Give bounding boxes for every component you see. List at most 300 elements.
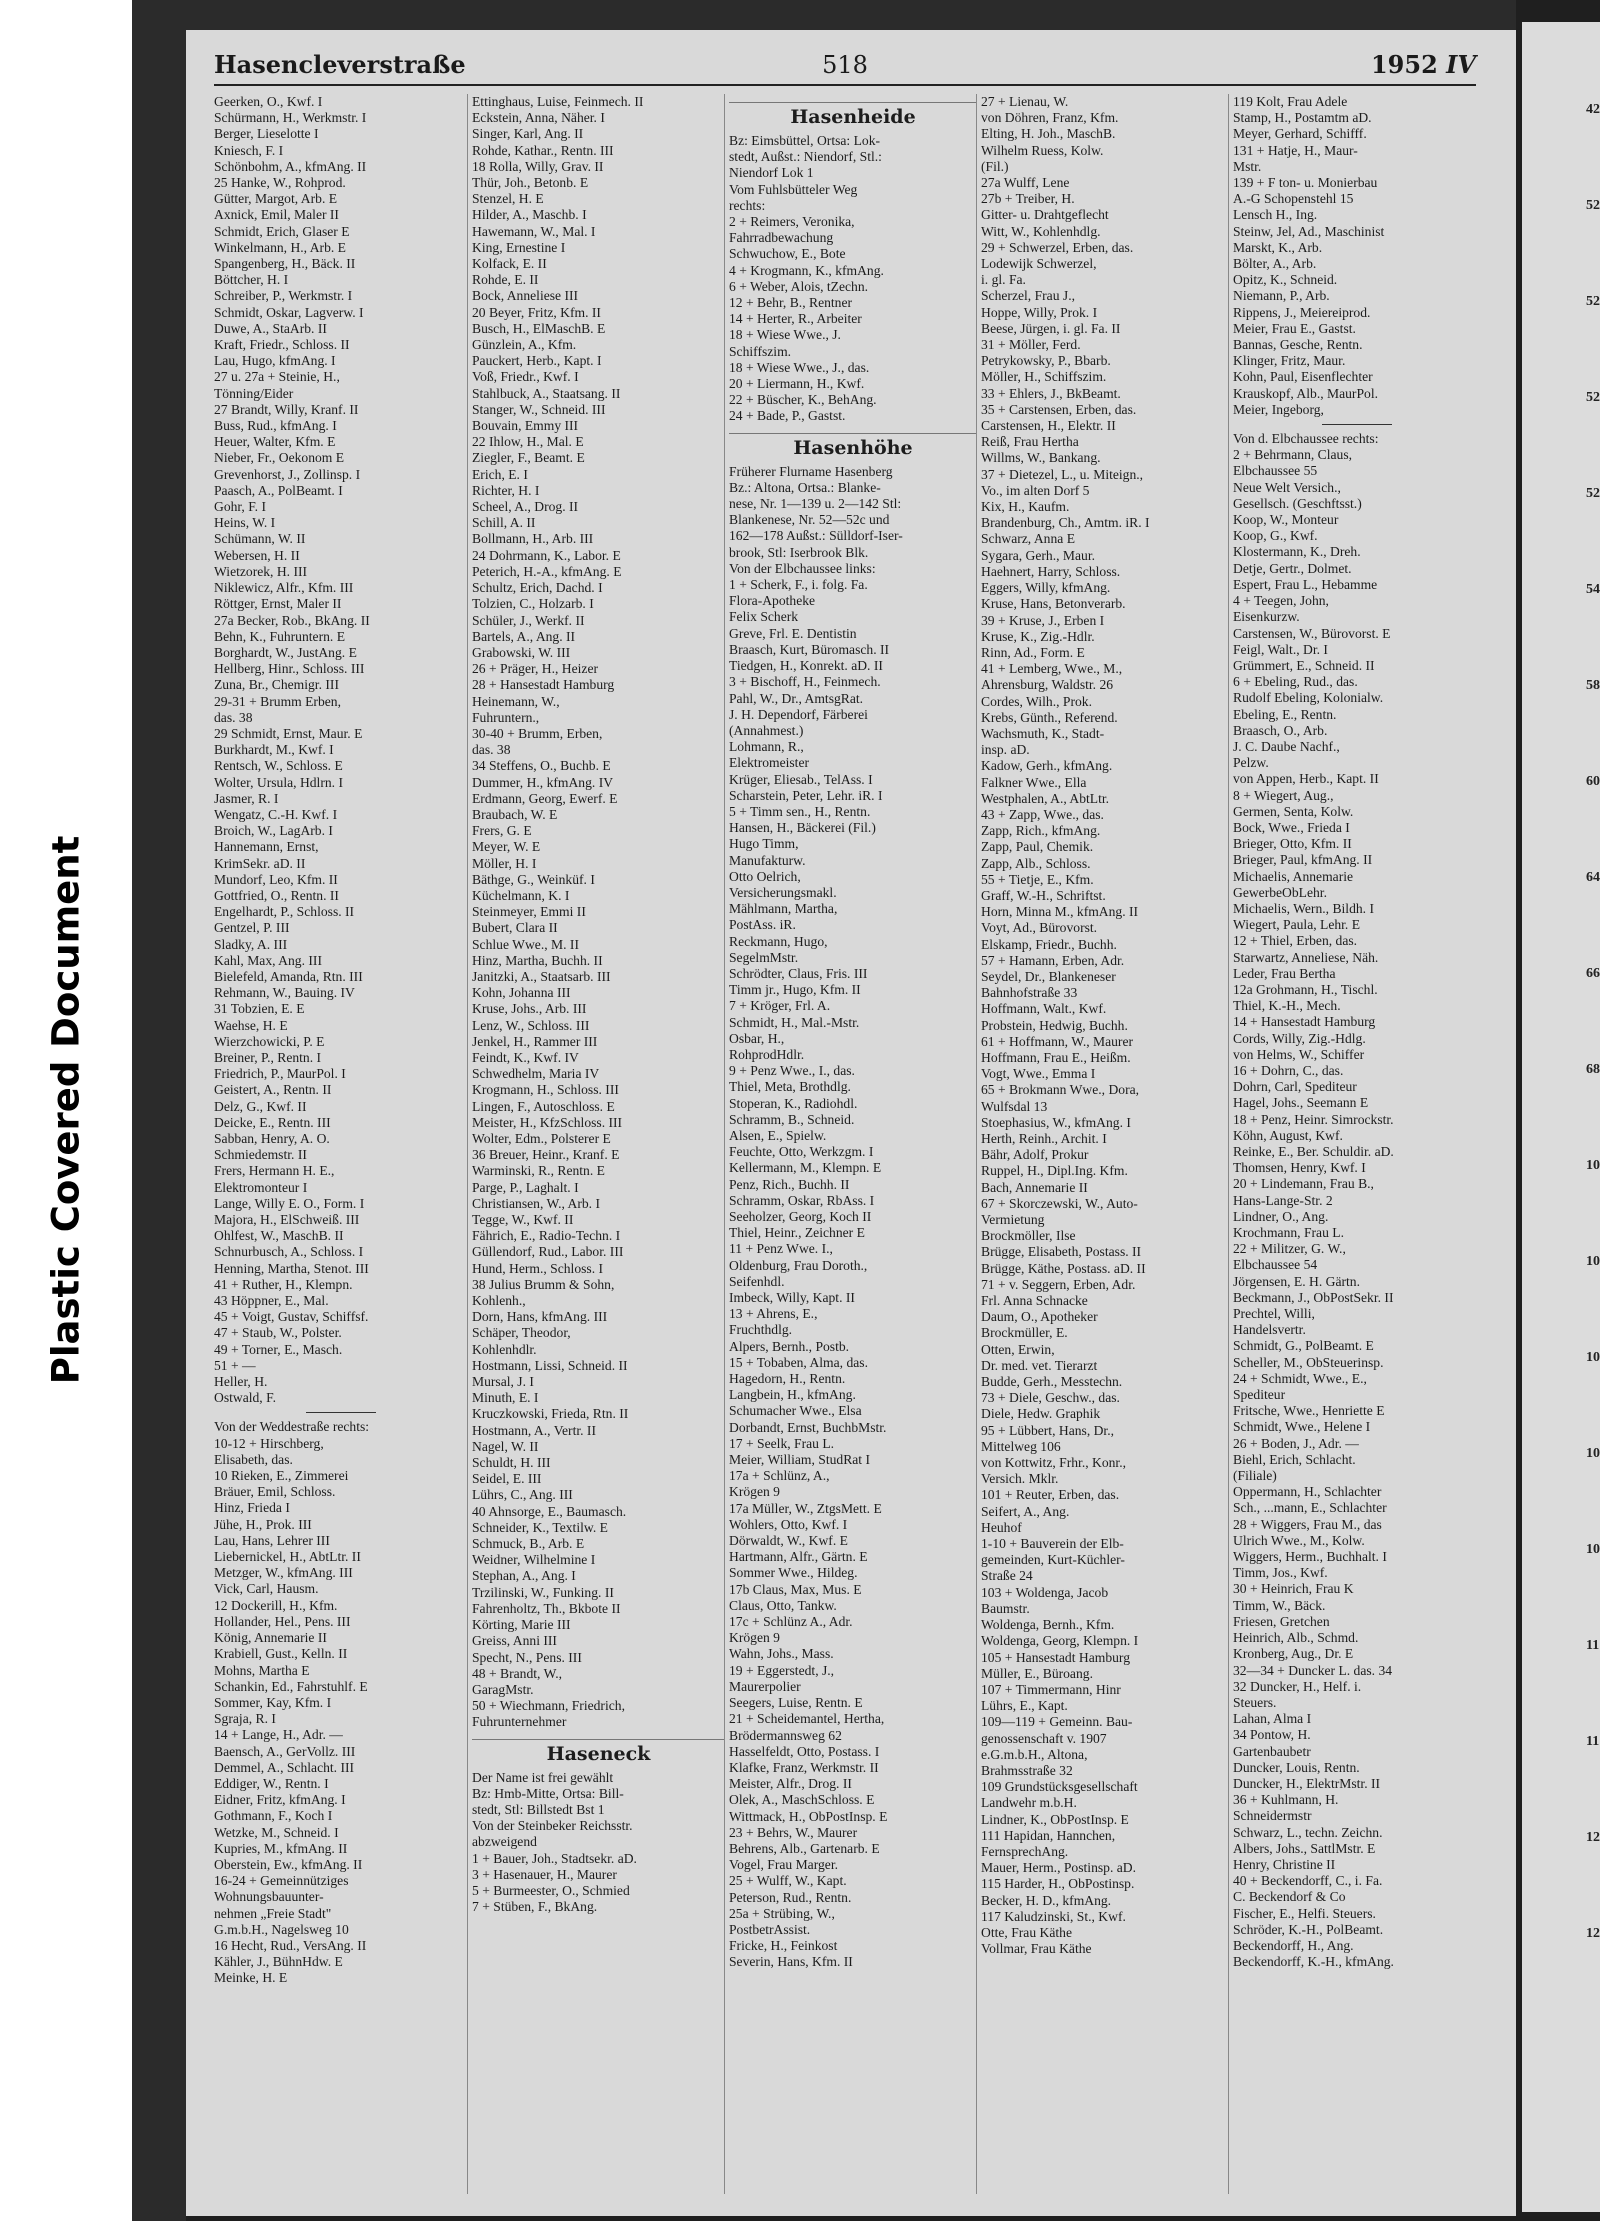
directory-entry: GewerbeObLehr. [1233, 884, 1327, 900]
directory-entry: 10 Rieken, E., Zimmerei [214, 1468, 349, 1484]
directory-entry: 12 + Behr, B., Rentner [729, 295, 853, 311]
directory-entry: Kohn, Paul, Eisenflechter [1233, 369, 1373, 385]
directory-entry: Thür, Joh., Betonb. E [472, 175, 589, 191]
directory-entry: von Helms, W., Schiffer [1233, 1046, 1365, 1062]
directory-entry: 27 u. 27a + Steinie, H., [214, 369, 340, 385]
directory-entry: Hagedorn, H., Rentn. [729, 1371, 846, 1387]
directory-entry: Kruse, K., Zig.-Hdlr. [981, 628, 1095, 644]
directory-entry: Kupries, M., kfmAng. II [214, 1840, 348, 1856]
directory-entry: (Fil.) [981, 158, 1009, 174]
directory-entry: Bollmann, H., Arb. III [472, 531, 594, 547]
directory-entry: brook, Stl: Iserbrook Blk. [729, 544, 869, 560]
directory-entry: Meier, William, StudRat I [729, 1452, 870, 1468]
directory-entry: 57 + Hamann, Erben, Adr. [981, 952, 1125, 968]
directory-entry: Reinke, E., Ber. Schuldir. aD. [1233, 1144, 1394, 1159]
directory-entry: Engelhardt, P., Schloss. II [214, 904, 355, 920]
adjacent-page-number-fragment: 10 [1586, 1446, 1600, 1461]
directory-entry: (Annahmest.) [729, 722, 804, 738]
directory-entry: Brieger, Paul, kfmAng. II [1233, 852, 1373, 868]
directory-entry: stedt, Außst.: Niendorf, Stl.: [729, 149, 882, 165]
directory-entry: 32 Duncker, H., Helf. i. [1233, 1678, 1362, 1694]
directory-entry: Erich, E. I [472, 466, 528, 482]
directory-entry: Brügge, Elisabeth, Postass. II [981, 1244, 1142, 1260]
directory-entry: 24 Dohrmann, K., Labor. E [472, 547, 621, 563]
directory-entry: Majora, H., ElSchweiß. III [214, 1212, 360, 1228]
directory-entry: Friedrich, P., MaurPol. I [214, 1066, 346, 1082]
directory-entry: Grevenhorst, J., Zollinsp. I [214, 466, 361, 482]
directory-entry: King, Ernestine I [472, 239, 566, 255]
directory-entry: Feuchte, Otto, Werkzgm. I [729, 1144, 874, 1160]
directory-entry: 45 + Voigt, Gustav, Schiffsf. [214, 1309, 369, 1325]
directory-entry: Bielefeld, Amanda, Rtn. III [214, 968, 363, 984]
directory-entry: Mstr. [1233, 158, 1262, 174]
directory-entry: Westphalen, A., AbtLtr. [981, 790, 1110, 806]
directory-entry: Jörgensen, E. H. Gärtn. [1233, 1273, 1360, 1289]
directory-entry: Hostmann, A., Vertr. II [472, 1422, 596, 1438]
directory-entry: Brahmsstraße 32 [981, 1762, 1073, 1778]
directory-entry: Schmidt, Wwe., Helene I [1233, 1419, 1371, 1435]
directory-entry: Gartenbaubetr [1233, 1743, 1311, 1759]
directory-entry: 26 + Präger, H., Heizer [472, 661, 599, 677]
directory-entry: Müller, E., Büroang. [981, 1665, 1093, 1681]
directory-entry: PostAss. iR. [729, 917, 796, 933]
directory-entry: Sygara, Gerh., Maur. [981, 547, 1096, 563]
directory-entry: Elskamp, Friedr., Buchh. [981, 936, 1117, 952]
directory-entry: Kellermann, M., Klempn. E [729, 1160, 882, 1176]
directory-entry: Alpers, Bernh., Postb. [729, 1338, 850, 1354]
adjacent-page-number-fragment: 10 [1586, 1542, 1600, 1557]
directory-entry: Wohlers, Otto, Kwf. I [729, 1516, 848, 1532]
directory-entry: Elbchaussee 55 [1233, 463, 1318, 479]
directory-entry: Eggers, Willy, kfmAng. [981, 580, 1111, 596]
directory-entry: Vogel, Frau Marger. [729, 1857, 838, 1873]
directory-entry: Zapp, Paul, Chemik. [981, 839, 1094, 855]
side-label: Plastic Covered Document [44, 835, 88, 1385]
directory-entry: 6 + Weber, Alois, tZechn. [729, 278, 869, 294]
directory-entry: Heuhof [981, 1519, 1022, 1535]
directory-entry: 43 Höppner, E., Mal. [214, 1293, 329, 1309]
directory-entry: von Appen, Herb., Kapt. II [1233, 771, 1379, 787]
directory-entry: Waehse, H. E [214, 1017, 288, 1033]
directory-entry: 41 + Lemberg, Wwe., M., [981, 661, 1123, 677]
adjacent-page [1522, 22, 1600, 2212]
adjacent-page-number-fragment: 60 [1586, 774, 1600, 789]
directory-entry: Busch, H., ElMaschB. E [472, 320, 606, 336]
directory-entry: Maurerpolier [729, 1678, 801, 1694]
directory-entry: 11 + Penz Wwe. I., [729, 1241, 833, 1257]
directory-entry: Stoephasius, W., kfmAng. I [981, 1114, 1131, 1130]
directory-entry: Woldenga, Bernh., Kfm. [981, 1617, 1115, 1633]
directory-entry: Albers, Johs., SattlMstr. E [1233, 1840, 1376, 1856]
directory-entry: Thiel, K.-H., Mech. [1233, 998, 1341, 1014]
directory-entry: Tiedgen, H., Konrekt. aD. II [729, 658, 883, 674]
directory-entry: Bock, Wwe., Frieda I [1233, 819, 1350, 835]
directory-entry: Fischer, E., Helfi. Steuers. [1233, 1905, 1376, 1921]
directory-entry: 24 + Bade, P., Gastst. [729, 408, 846, 424]
directory-entry: Stoperan, K., Radiohdl. [729, 1095, 858, 1111]
directory-entry: gemeinden, Kurt-Küchler- [981, 1552, 1125, 1568]
directory-entry: Budde, Gerh., Messtechn. [981, 1374, 1123, 1390]
directory-entry: Bz: Hmb-Mitte, Ortsa: Bill- [472, 1785, 624, 1801]
directory-entry: 14 + Hansestadt Hamburg [1233, 1014, 1376, 1030]
adjacent-page-number-fragment: 58 [1586, 678, 1600, 693]
directory-entry: 4 + Krogmann, K., kfmAng. [729, 262, 884, 278]
directory-entry: Böttcher, H. I [214, 272, 289, 288]
directory-entry: Frers, Hermann H. E., [214, 1163, 335, 1179]
directory-entry: 29 Schmidt, Ernst, Maur. E [214, 725, 363, 741]
directory-entry: Mauer, Herm., Postinsp. aD. [981, 1860, 1137, 1876]
directory-entry: Lenz, W., Schloss. III [472, 1017, 590, 1033]
directory-entry: Wolter, Edm., Polsterer E [472, 1131, 611, 1146]
directory-entry: Wietzorek, H. III [214, 563, 308, 579]
directory-entry: Penz, Rich., Buchh. II [729, 1176, 850, 1192]
directory-entry: 17c + Schlünz A., Adr. [729, 1614, 853, 1630]
directory-entry: Braasch, O., Arb. [1233, 722, 1328, 738]
directory-entry: Möller, H. I [472, 855, 537, 871]
directory-entry: Delz, G., Kwf. II [214, 1098, 307, 1114]
directory-entry: 33 + Ehlers, J., BkBeamt. [981, 385, 1121, 401]
directory-entry: Elting, H. Joh., MaschB. [981, 126, 1116, 142]
directory-entry: von Kottwitz, Frhr., Konr., [981, 1455, 1126, 1471]
directory-entry: Schmidt, Oskar, Lagverw. I [214, 304, 364, 320]
directory-entry: Grümmert, E., Schneid. II [1233, 657, 1375, 673]
directory-entry: Bölter, A., Arb. [1233, 256, 1317, 272]
directory-entry: Greve, Frl. E. Dentistin [729, 625, 857, 641]
directory-entry: Ulrich Wwe., M., Kolw. [1233, 1532, 1365, 1548]
directory-entry: Günzlein, A., Kfm. [472, 337, 577, 353]
directory-entry: Schiffszim. [729, 343, 792, 359]
directory-entry: Weidner, Wilhelmine I [472, 1552, 596, 1568]
directory-entry: das. 38 [214, 709, 253, 725]
directory-entry: Prechtel, Willi, [1233, 1306, 1315, 1322]
directory-entry: Brödermannsweg 62 [729, 1727, 842, 1743]
directory-entry: Fahrenholtz, Th., Bkbote II [472, 1600, 621, 1616]
directory-entry: 1-10 + Bauverein der Elb- [981, 1536, 1124, 1552]
directory-entry: Meyer, Gerhard, Schifff. [1233, 126, 1367, 142]
directory-entry: Jühe, H., Prok. III [214, 1516, 312, 1532]
directory-entry: Kahl, Max, Ang. III [214, 952, 322, 968]
directory-entry: 18 Rolla, Willy, Grav. II [472, 158, 604, 174]
directory-entry: Michaelis, Annemarie [1233, 868, 1354, 884]
directory-entry: Kraft, Friedr., Schloss. II [214, 337, 350, 353]
header-year: 1952 IV [1370, 50, 1476, 79]
directory-entry: Kronberg, Aug., Dr. E [1233, 1646, 1354, 1662]
directory-entry: 30-40 + Brumm, Erben, [472, 725, 603, 741]
directory-entry: 37 + Dietezel, L., u. Miteign., [981, 466, 1144, 482]
directory-entry: Schramm, B., Schneid. [729, 1111, 855, 1127]
directory-entry: 28 + Wiggers, Frau M., das [1233, 1516, 1382, 1532]
directory-entry: Steinmeyer, Emmi II [472, 904, 586, 920]
directory-entry: Schönbohm, A., kfmAng. II [214, 158, 367, 174]
directory-entry: Schuldt, H. III [472, 1455, 551, 1471]
directory-entry: Deicke, E., Rentn. III [214, 1114, 331, 1130]
directory-entry: Eddiger, W., Rentn. I [214, 1775, 329, 1791]
directory-entry: Lohmann, R., [729, 739, 804, 755]
directory-entry: Manufakturw. [729, 852, 806, 868]
directory-entry: Hugo Timm, [729, 836, 799, 852]
directory-entry: 10-12 + Hirschberg, [214, 1435, 324, 1451]
adjacent-page-number-fragment: 54 [1586, 582, 1600, 597]
directory-entry: Brieger, Otto, Kfm. II [1233, 836, 1352, 852]
directory-entry: 12 Dockerill, H., Kfm. [214, 1597, 338, 1613]
directory-entry: 39 + Kruse, J., Erben I [981, 612, 1105, 628]
directory-entry: Meinke, H. E [214, 1970, 288, 1986]
directory-entry: 14 + Lange, H., Adr. — [214, 1727, 343, 1743]
directory-entry: Kruczkowski, Frieda, Rtn. II [472, 1406, 629, 1422]
directory-entry: Kadow, Gerh., kfmAng. [981, 758, 1113, 774]
directory-entry: Demmel, A., Schlacht. III [214, 1759, 355, 1775]
column-3 [724, 94, 977, 2194]
directory-entry: das. 38 [472, 742, 511, 758]
directory-entry: Niendorf Lok 1 [729, 165, 814, 181]
directory-entry: 2 + Behrmann, Claus, [1233, 447, 1353, 463]
street-heading: Haseneck [472, 1739, 725, 1765]
directory-entry: 26 + Boden, J., Adr. — [1233, 1435, 1359, 1451]
directory-entry: SegelmMstr. [729, 949, 799, 965]
directory-entry: Steuers. [1233, 1694, 1277, 1710]
directory-entry: 16 + Dohrn, C., das. [1233, 1062, 1344, 1078]
directory-entry: Diele, Hedw. Graphik [981, 1406, 1101, 1422]
directory-entry: 29-31 + Brumm Erben, [214, 693, 341, 709]
directory-entry: Fahrradbewachung [729, 230, 834, 246]
directory-entry: Scharstein, Peter, Lehr. iR. I [729, 787, 883, 803]
directory-entry: RohprodHdlr. [729, 1046, 805, 1062]
directory-entry: Bock, Anneliese III [472, 288, 579, 304]
directory-entry: Greiss, Anni III [472, 1633, 557, 1649]
directory-entry: Hagel, Johs., Seemann E [1233, 1095, 1369, 1111]
directory-entry: Nieber, Fr., Oekonom E [214, 450, 345, 466]
directory-entry: Wiegert, Paula, Lehr. E [1233, 917, 1361, 933]
directory-entry: Hannemann, Ernst, [214, 839, 319, 855]
directory-entry: Peterson, Rud., Rentn. [729, 1889, 852, 1905]
directory-entry: Otten, Erwin, [981, 1341, 1055, 1357]
directory-entry: 43 + Zapp, Wwe., das. [981, 806, 1104, 822]
directory-entry: Heinemann, W., [472, 693, 560, 709]
directory-entry: PostbetrAssist. [729, 1921, 811, 1937]
directory-entry: 18 + Wiese Wwe., J. [729, 327, 841, 343]
adjacent-page-number-fragment: 10 [1586, 1254, 1600, 1269]
directory-entry: 65 + Brokmann Wwe., Dora, [981, 1082, 1140, 1098]
adjacent-page-number-fragment: 52 [1586, 486, 1600, 501]
directory-entry: Ettinghaus, Luise, Feinmech. II [472, 94, 644, 109]
directory-entry: Elektromonteur I [214, 1179, 308, 1195]
directory-entry: 41 + Ruther, H., Klempn. [214, 1276, 353, 1292]
directory-entry: Cords, Willy, Zig.-Hdlg. [1233, 1030, 1366, 1046]
side-margin [0, 0, 132, 2221]
directory-entry: Paasch, A., PolBeamt. I [214, 482, 343, 498]
directory-entry: Ruppel, H., Dipl.Ing. Kfm. [981, 1163, 1128, 1179]
directory-entry: Daum, O., Apotheker [981, 1309, 1098, 1325]
directory-entry: stedt, Stl: Billstedt Bst 1 [472, 1801, 605, 1817]
directory-entry: Stenzel, H. E [472, 191, 544, 207]
directory-entry: 27 + Lienau, W. [981, 94, 1069, 109]
directory-entry: 2 + Reimers, Veronika, [729, 214, 855, 230]
directory-entry: Wolter, Ursula, Hdlrn. I [214, 774, 343, 790]
directory-entry: Spediteur [1233, 1387, 1286, 1403]
directory-entry: Mohns, Martha E [214, 1662, 310, 1678]
directory-entry: Wetzke, M., Schneid. I [214, 1824, 339, 1840]
directory-entry: Schlue Wwe., M. II [472, 936, 579, 952]
directory-entry: Köhn, August, Kwf. [1233, 1127, 1343, 1143]
directory-entry: Fritsche, Wwe., Henriette E [1233, 1403, 1385, 1419]
directory-entry: Timm, W., Bäck. [1233, 1597, 1326, 1613]
directory-entry: Heins, W. I [214, 515, 276, 531]
directory-entry: Ziegler, F., Beamt. E [472, 450, 585, 466]
directory-entry: Meister, Alfr., Drog. II [729, 1776, 852, 1792]
directory-entry: Sommer Wwe., Hildeg. [729, 1565, 858, 1581]
directory-entry: Seidel, E. III [472, 1471, 542, 1487]
directory-entry: insp. aD. [981, 742, 1030, 758]
directory-entry: Lührs, E., Kapt. [981, 1698, 1068, 1714]
directory-entry: 6 + Ebeling, Rud., das. [1233, 674, 1358, 690]
directory-entry: Kniesch, F. I [214, 142, 284, 158]
header-street: Hasencleverstraße [214, 50, 466, 79]
directory-entry: Gottfried, O., Rentn. II [214, 887, 339, 903]
directory-entry: Schwuchow, E., Bote [729, 246, 846, 262]
directory-entry: Woldenga, Georg, Klempn. I [981, 1633, 1139, 1649]
directory-entry: Bubert, Clara II [472, 920, 558, 936]
directory-entry: Henry, Christine II [1233, 1856, 1336, 1872]
directory-entry: Schmuck, B., Arb. E [472, 1536, 585, 1552]
directory-entry: 13 + Ahrens, E., [729, 1306, 818, 1322]
directory-entry: Schmidt, Erich, Glaser E [214, 223, 350, 239]
directory-entry: Falkner Wwe., Ella [981, 774, 1087, 790]
directory-entry: rechts: [729, 197, 766, 213]
directory-entry: Janitzki, A., Staatsarb. III [472, 968, 611, 984]
section-divider [1322, 424, 1392, 425]
directory-entry: Geistert, A., Rentn. II [214, 1082, 332, 1098]
directory-entry: Braasch, Kurt, Büromasch. II [729, 641, 890, 657]
directory-entry: Metzger, W., kfmAng. III [214, 1565, 353, 1581]
directory-entry: Sch., ...mann, E., Schlachter [1233, 1500, 1387, 1516]
directory-entry: Lindner, K., ObPostInsp. E [981, 1811, 1129, 1827]
directory-entry: Tegge, W., Kwf. II [472, 1212, 574, 1228]
directory-entry: Rohde, Kathar., Rentn. III [472, 142, 614, 158]
directory-entry: Biehl, Erich, Schlacht. [1233, 1451, 1356, 1467]
directory-entry: Scheel, A., Drog. II [472, 499, 579, 515]
directory-entry: 20 + Liermann, H., Kwf. [729, 376, 865, 392]
directory-entry: Dohrn, Carl, Spediteur [1233, 1079, 1357, 1095]
directory-entry: Vick, Carl, Hausm. [214, 1581, 319, 1597]
directory-entry: Straße 24 [981, 1568, 1033, 1584]
directory-entry: Heller, H. [214, 1374, 268, 1390]
directory-entry: Specht, N., Pens. III [472, 1649, 582, 1665]
directory-entry: Hellberg, Hinr., Schloss. III [214, 661, 365, 677]
directory-entry: 40 + Beckendorff, C., i. Fa. [1233, 1873, 1383, 1889]
adjacent-page-number-fragment: 12 [1586, 1830, 1600, 1845]
directory-entry: Dorbandt, Ernst, BuchbMstr. [729, 1419, 887, 1435]
directory-entry: Schreiber, P., Werkmstr. I [214, 288, 353, 304]
directory-entry: Dummer, H., kfmAng. IV [472, 774, 614, 790]
directory-entry: Rinn, Ad., Form. E [981, 644, 1085, 660]
directory-entry: Fuhruntern., [472, 709, 540, 725]
directory-entry: 27a Wulff, Lene [981, 175, 1070, 191]
directory-entry: 103 + Woldenga, Jacob [981, 1584, 1109, 1600]
directory-entry: 67 + Skorczewski, W., Auto- [981, 1195, 1138, 1211]
directory-entry: Imbeck, Willy, Kapt. II [729, 1290, 855, 1306]
directory-entry: 12a Grohmann, H., Tischl. [1233, 981, 1378, 997]
directory-entry: Wohnungsbauunter- [214, 1889, 324, 1905]
directory-entry: Brockmöller, Ilse [981, 1228, 1076, 1244]
adjacent-page-number-fragment: 12 [1586, 1926, 1600, 1941]
directory-entry: FernsprechAng. [981, 1843, 1069, 1859]
directory-entry: Zapp, Rich., kfmAng. [981, 823, 1101, 839]
directory-entry: i. gl. Fa. [981, 272, 1026, 288]
directory-entry: Bahnhofstraße 33 [981, 985, 1078, 1001]
directory-entry: Blankenese, Nr. 52—52c und [729, 512, 890, 528]
directory-entry: Elektromeister [729, 755, 810, 771]
directory-entry: Frl. Anna Schnacke [981, 1293, 1088, 1309]
directory-entry: 5 + Burmeester, O., Schmied [472, 1882, 630, 1898]
directory-entry: Wahn, Johs., Mass. [729, 1646, 834, 1662]
directory-entry: Stephan, A., Ang. I [472, 1568, 576, 1584]
directory-entry: Reiß, Frau Hertha [981, 434, 1079, 450]
directory-entry: Bz.: Altona, Ortsa.: Blanke- [729, 479, 881, 495]
directory-entry: Detje, Gertr., Dolmet. [1233, 560, 1352, 576]
adjacent-page-number-fragment: 11 [1586, 1638, 1600, 1653]
directory-entry: Schmiedemstr. II [214, 1147, 307, 1163]
directory-entry: Hawemann, W., Mal. I [472, 223, 596, 239]
directory-entry: Otte, Frau Käthe [981, 1924, 1072, 1940]
directory-entry: 14 + Herter, R., Arbeiter [729, 311, 862, 327]
directory-entry: 109—119 + Gemeinn. Bau- [981, 1714, 1133, 1730]
directory-entry: 29 + Schwerzel, Erben, das. [981, 239, 1134, 255]
directory-entry: Buss, Rud., kfmAng. I [214, 418, 337, 434]
directory-entry: Bz: Eimsbüttel, Ortsa: Lok- [729, 133, 881, 148]
directory-entry: 20 Beyer, Fritz, Kfm. II [472, 304, 601, 320]
directory-entry: Carstensen, H., Elektr. II [981, 418, 1116, 434]
directory-entry: Vogt, Wwe., Emma I [981, 1066, 1096, 1082]
directory-entry: Bräuer, Emil, Schloss. [214, 1484, 336, 1500]
directory-entry: Oldenburg, Frau Doroth., [729, 1257, 868, 1273]
directory-entry: Winkelmann, H., Arb. E [214, 239, 346, 255]
directory-entry: Seegers, Luise, Rentn. E [729, 1695, 863, 1711]
directory-entry: Baumstr. [981, 1600, 1030, 1616]
directory-entry: Fährich, E., Radio-Techn. I [472, 1228, 621, 1244]
directory-entry: Vollmar, Frau Käthe [981, 1941, 1092, 1957]
directory-entry: Schwarz, L., techn. Zeichn. [1233, 1824, 1383, 1840]
directory-entry: Schürmann, H., Werkmstr. I [214, 110, 367, 126]
directory-entry: Hinz, Martha, Buchh. II [472, 952, 603, 968]
directory-entry: Germen, Senta, Kolw. [1233, 803, 1354, 819]
directory-entry: Cordes, Wilh., Prok. [981, 693, 1092, 709]
directory-entry: 73 + Diele, Geschw., das. [981, 1390, 1120, 1406]
directory-entry: Klinger, Fritz, Maur. [1233, 353, 1346, 369]
directory-entry: genossenschaft v. 1907 [981, 1730, 1107, 1746]
directory-entry: Lingen, F., Autoschloss. E [472, 1098, 615, 1114]
directory-entry: Tönning/Eider [214, 385, 294, 401]
directory-entry: Duwe, A., StaArb. II [214, 320, 327, 336]
directory-entry: Meier, Ingeborg, [1233, 401, 1324, 417]
adjacent-page-number-fragment: 11 [1586, 1734, 1600, 1749]
directory-entry: 61 + Hoffmann, W., Maurer [981, 1033, 1134, 1049]
directory-entry: Elisabeth, das. [214, 1451, 293, 1467]
directory-entry: 35 + Carstensen, Erben, das. [981, 401, 1137, 417]
adjacent-page-number-fragment: 10 [1586, 1158, 1600, 1173]
directory-entry: 16 Hecht, Rud., VersAng. II [214, 1937, 367, 1953]
directory-entry: Borghardt, W., JustAng. E [214, 644, 357, 660]
directory-entry: Kohlenhdlr. [472, 1341, 537, 1357]
directory-entry: Kohlenh., [472, 1293, 526, 1309]
directory-entry: Krochmann, Frau L. [1233, 1225, 1344, 1241]
directory-entry: Meister, H., KfzSchloss. III [472, 1114, 623, 1130]
directory-entry: Elbchaussee 54 [1233, 1257, 1318, 1273]
directory-entry: 119 Kolt, Frau Adele [1233, 94, 1348, 109]
directory-entry: 30 + Heinrich, Frau K [1233, 1581, 1354, 1597]
adjacent-page-number-fragment: 64 [1586, 870, 1600, 885]
directory-entry: 27 Brandt, Willy, Kranf. II [214, 401, 359, 417]
directory-entry: Vermietung [981, 1212, 1045, 1228]
